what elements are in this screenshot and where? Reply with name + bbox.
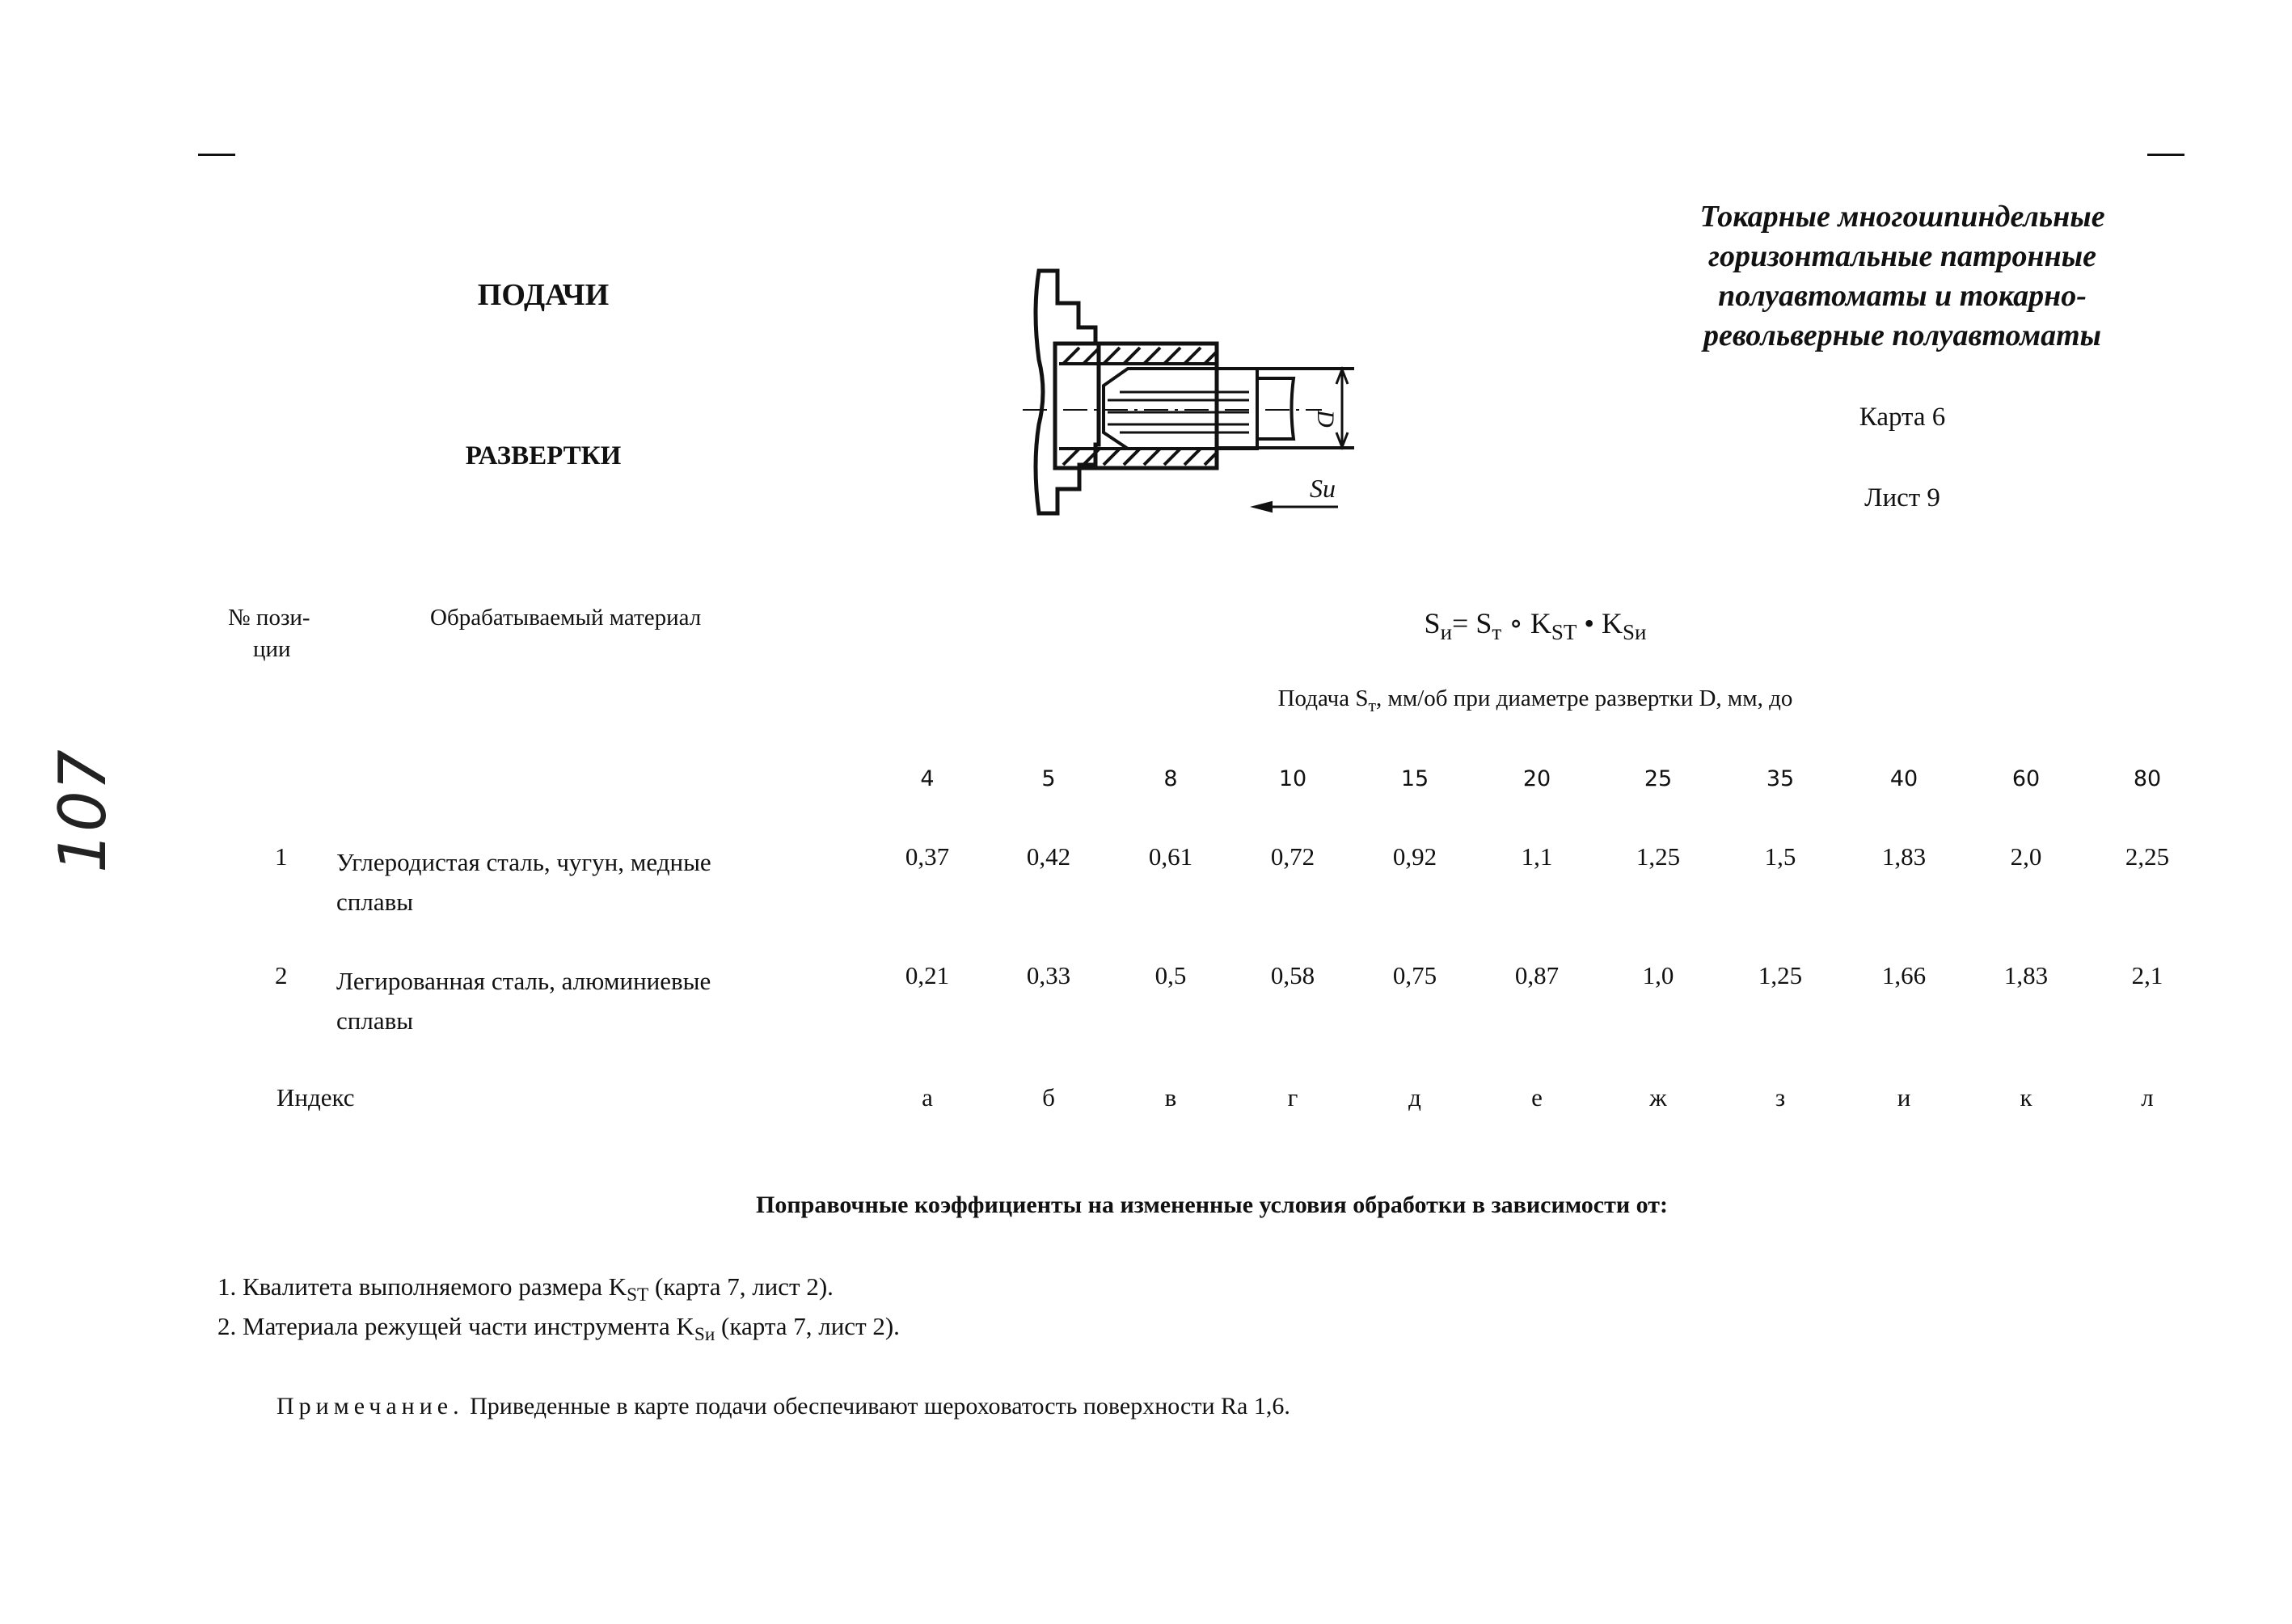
col-header-material: Обрабатываемый материал: [430, 605, 702, 631]
sheet-number: Лист 9: [1864, 483, 1940, 513]
index-letter: и: [1897, 1083, 1911, 1111]
feed-value: 1,1: [1521, 842, 1553, 871]
row-number: 1: [275, 842, 288, 871]
diameter-header: 35: [1766, 766, 1795, 791]
f: ST: [1551, 620, 1577, 645]
row-material: [336, 961, 711, 1040]
note: [276, 1393, 1290, 1420]
card-number: Карта 6: [1859, 403, 1946, 432]
index-letter: д: [1408, 1083, 1421, 1111]
margin-mark-right: [2147, 154, 2184, 156]
index-letter: б: [1042, 1083, 1055, 1111]
feed-value: 0,5: [1154, 961, 1187, 989]
feed-value: 0,33: [1026, 961, 1071, 989]
col-header-position: [228, 605, 310, 663]
f: =: [1452, 607, 1476, 639]
note-text: Приведенные в карте подачи обеспечивают шероховатость поверхности Ra 1,6.: [463, 1393, 1290, 1419]
f: т: [1368, 695, 1377, 715]
diameter-header: 8: [1163, 766, 1178, 791]
feed-value: 2,1: [2131, 961, 2163, 989]
feed-value: 0,42: [1026, 842, 1071, 871]
diameter-header: 40: [1889, 766, 1918, 791]
title-line: револьверные полуавтоматы: [1703, 318, 2102, 352]
diameter-header: 15: [1400, 766, 1429, 791]
index-letter: з: [1775, 1083, 1786, 1111]
f: S: [1424, 607, 1441, 639]
feed-value: 1,83: [1881, 842, 1927, 871]
f: ∘: [1501, 607, 1530, 639]
feed-value: 2,25: [2125, 842, 2170, 871]
feed-value: 1,66: [1881, 961, 1927, 989]
doc-title: ПОДАЧИ: [477, 278, 610, 312]
index-letter: ж: [1649, 1083, 1667, 1111]
title-line: полуавтоматы и токарно-: [1718, 279, 2087, 313]
diameter-label: D: [1312, 410, 1339, 428]
material-line: сплавы: [336, 888, 414, 916]
index-letter: к: [2020, 1083, 2032, 1111]
feed-value: 0,75: [1392, 961, 1437, 989]
f: 2. Материала режущей части инструмента K: [217, 1312, 694, 1340]
feed-value: 0,37: [905, 842, 950, 871]
f: Sи: [1622, 620, 1647, 645]
feed-value: 0,61: [1148, 842, 1193, 871]
diameter-header: 20: [1522, 766, 1551, 791]
correction-item: [217, 1272, 834, 1306]
row-material: [336, 842, 711, 922]
chuck-jaw: [1036, 271, 1099, 513]
index-letter: в: [1164, 1083, 1177, 1111]
index-letter: г: [1287, 1083, 1298, 1111]
index-label: Индекс: [276, 1083, 355, 1111]
f: ST: [627, 1284, 649, 1306]
note-label: Примечание.: [276, 1393, 464, 1419]
reamer-diagram: [1015, 263, 1362, 529]
reamer: [1104, 369, 1257, 449]
row-number: 2: [275, 961, 288, 989]
margin-mark-left: [198, 154, 235, 156]
diameter-header: 25: [1644, 766, 1673, 791]
title-line: горизонтальные патронные: [1708, 239, 2096, 273]
feed-value: 0,72: [1270, 842, 1315, 871]
f: т: [1492, 620, 1502, 645]
f: и: [1440, 620, 1453, 645]
diameter-header: 4: [920, 766, 935, 791]
feed-value: 1,25: [1636, 842, 1681, 871]
feed-value: 2,0: [2010, 842, 2042, 871]
f: Подача S: [1277, 685, 1369, 711]
feed-value: 1,5: [1764, 842, 1796, 871]
feed-formula: [1425, 606, 1647, 645]
index-letter: е: [1531, 1083, 1543, 1111]
doc-subtitle: РАЗВЕРТКИ: [465, 441, 622, 470]
f: S: [1475, 607, 1492, 639]
diameter-header: 5: [1041, 766, 1056, 791]
feed-value: 1,83: [2003, 961, 2049, 989]
material-line: сплавы: [336, 1006, 414, 1035]
feed-value: 1,0: [1642, 961, 1674, 989]
feed-label: Sи: [1310, 474, 1336, 503]
handwritten-page-number: 107: [45, 749, 120, 873]
correction-item: [217, 1312, 900, 1346]
f: (карта 7, лист 2).: [648, 1272, 834, 1301]
feed-value: 0,58: [1270, 961, 1315, 989]
feed-value: 0,21: [905, 961, 950, 989]
f: Sи: [694, 1324, 715, 1346]
index-letter: л: [2141, 1083, 2154, 1111]
feed-value: 1,25: [1758, 961, 1803, 989]
f: , мм/об при диаметре развертки D, мм, до: [1376, 685, 1793, 711]
f: (карта 7, лист 2).: [715, 1312, 900, 1340]
diameter-header: 80: [2133, 766, 2162, 791]
machine-type-title: [1699, 197, 2104, 356]
f: K: [1530, 607, 1551, 639]
f: •: [1577, 607, 1602, 639]
material-line: Легированная сталь, алюминиевые: [336, 967, 711, 995]
f: K: [1601, 607, 1623, 639]
diameter-header: 10: [1278, 766, 1307, 791]
corrections-title: Поправочные коэффициенты на измененные условия обработки в зависимости от:: [756, 1192, 1668, 1218]
material-line: Углеродистая сталь, чугун, медные: [336, 848, 711, 876]
title-line: Токарные многошпиндельные: [1699, 200, 2105, 234]
feed-value: 0,92: [1392, 842, 1437, 871]
index-letter: а: [922, 1083, 933, 1111]
feed-value: 0,87: [1514, 961, 1560, 989]
col-header-line: № пози-: [228, 605, 310, 631]
feed-caption: [1278, 685, 1793, 716]
f: 1. Квалитета выполняемого размера K: [217, 1272, 627, 1301]
diameter-header: 60: [2011, 766, 2041, 791]
col-header-line: ции: [253, 636, 291, 662]
